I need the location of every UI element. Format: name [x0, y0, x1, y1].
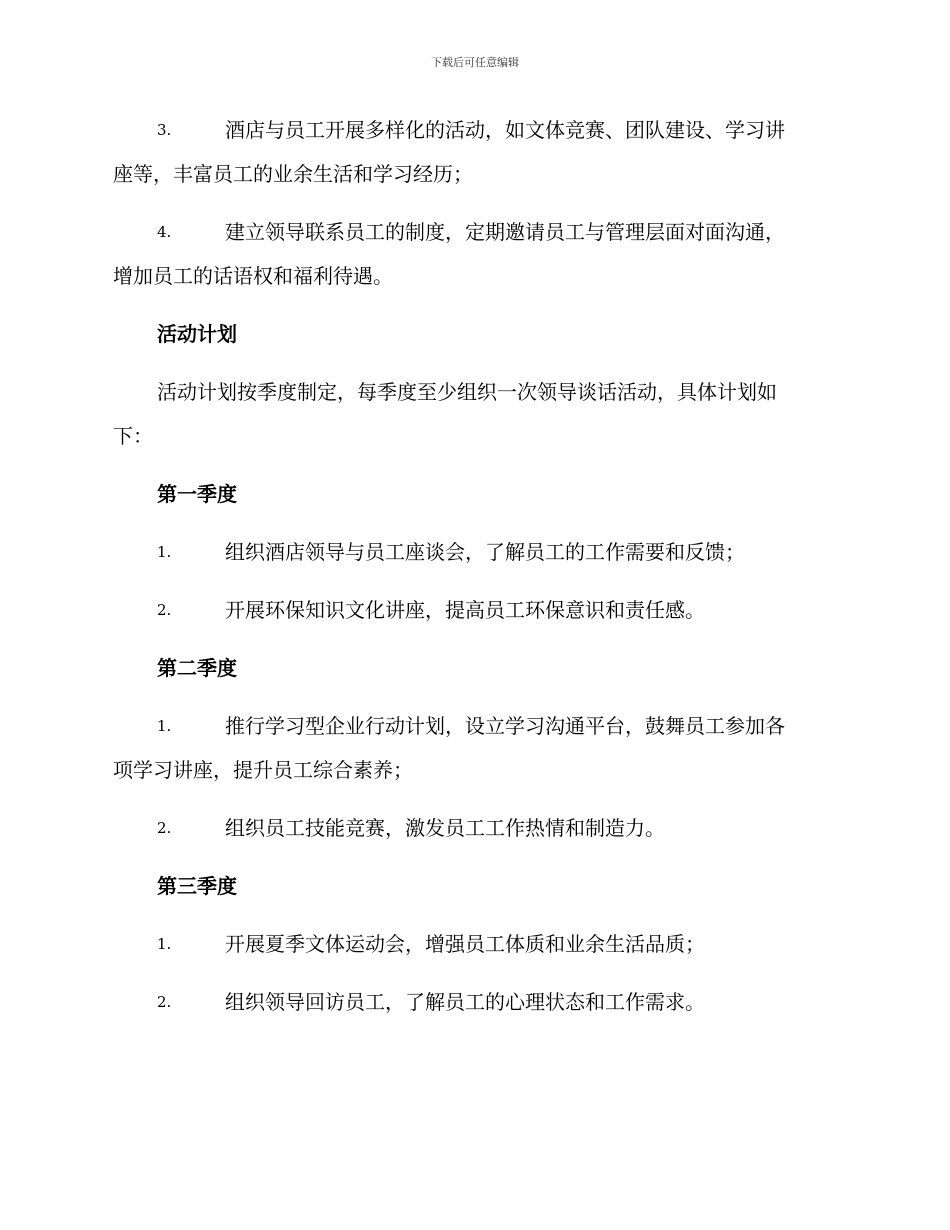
list-item-continuation: 增加员工的话语权和福利待遇。 — [113, 264, 393, 288]
list-item-continuation: 项学习讲座，提升员工综合素养； — [113, 758, 413, 782]
list-item-text: 组织员工技能竞赛，激发员工工作热情和制造力。 — [225, 816, 665, 840]
list-item — [113, 704, 835, 748]
list-item — [113, 108, 835, 152]
list-number: 3. — [157, 121, 172, 139]
section-heading: 活动计划 — [157, 322, 237, 346]
list-item — [113, 980, 835, 1024]
list-item — [113, 210, 835, 254]
list-item — [113, 588, 835, 632]
list-item-continuation: 座等，丰富员工的业余生活和学习经历； — [113, 162, 473, 186]
header-note: 下载后可任意编辑 — [431, 56, 519, 69]
list-number: 4. — [157, 223, 172, 241]
list-item-text: 开展夏季文体运动会，增强员工体质和业余生活品质； — [225, 932, 705, 956]
list-number: 2. — [157, 819, 172, 837]
list-item-text: 开展环保知识文化讲座，提高员工环保意识和责任感。 — [225, 598, 705, 622]
document-body — [113, 108, 835, 1024]
list-item-text: 组织领导回访员工，了解员工的心理状态和工作需求。 — [225, 990, 705, 1014]
list-item-text: 推行学习型企业行动计划，设立学习沟通平台，鼓舞员工参加各 — [225, 714, 785, 738]
list-item-text: 组织酒店领导与员工座谈会，了解员工的工作需要和反馈； — [225, 540, 745, 564]
list-number: 1. — [157, 543, 172, 561]
paragraph-line: 下： — [113, 424, 153, 448]
list-number: 1. — [157, 717, 172, 735]
list-number: 2. — [157, 993, 172, 1011]
list-number: 2. — [157, 601, 172, 619]
subsection-heading: 第三季度 — [157, 874, 237, 898]
subsection-heading: 第一季度 — [157, 482, 237, 506]
paragraph-line: 活动计划按季度制定，每季度至少组织一次领导谈话活动，具体计划如 — [157, 380, 777, 404]
list-item-text: 建立领导联系员工的制度，定期邀请员工与管理层面对面沟通， — [225, 220, 785, 244]
list-item — [113, 922, 835, 966]
list-number: 1. — [157, 935, 172, 953]
list-item — [113, 530, 835, 574]
list-item-text: 酒店与员工开展多样化的活动，如文体竞赛、团队建设、学习讲 — [225, 118, 785, 142]
subsection-heading: 第二季度 — [157, 656, 237, 680]
list-item — [113, 806, 835, 850]
